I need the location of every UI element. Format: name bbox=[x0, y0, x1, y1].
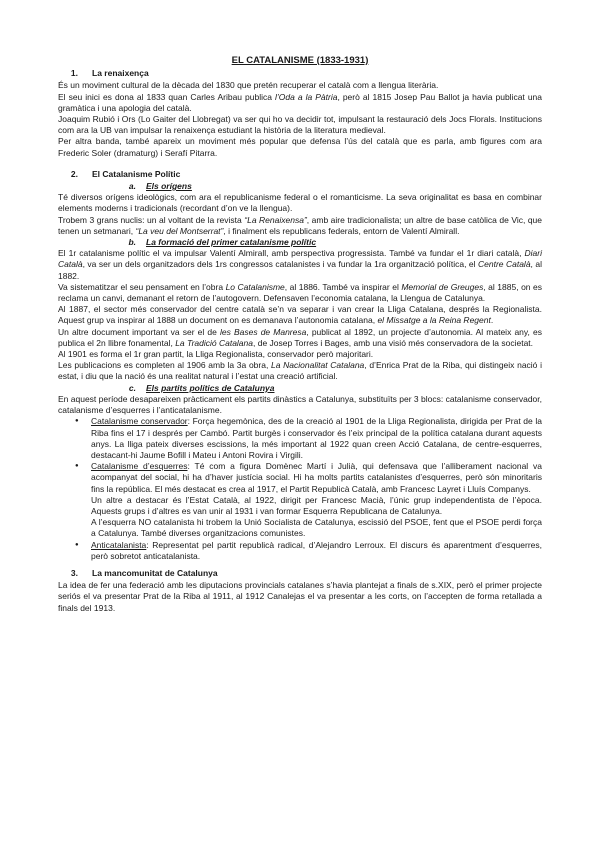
s1-paragraph-2: El seu inici es dona al 1833 quan Carles Aribau publica l’Oda a la Pàtria, però al 1815 Josep Pau Ballot ja havia publicat una gramàtica i una apologia del català. bbox=[58, 91, 542, 113]
subsection-c-title: Els partits polítics de Catalunya bbox=[146, 382, 275, 393]
subsection-a-letter: a. bbox=[128, 181, 136, 192]
party-blocs-list-cont bbox=[58, 540, 542, 562]
section-1-number: 1. bbox=[70, 68, 78, 79]
s2b-paragraph-5: Al 1901 es forma el 1r gran partit, la Lliga Regionalista, conservador però majoritari. bbox=[58, 349, 374, 360]
list-item: ● Catalanisme conservador: Força hegemònica, des de la creació al 1901 de la Lliga Regionalista, dirigida per Prat de la Riba fins el 17 i després per Cambó. Partit burgès i conservador és l’eix principal de la política catalana durant aquests anys. La lliga pateix diverses escissions, la més important al 1922 quan creen Acció Catalana, de centre-esquerres, destacant-hi Jaume Bofill i Mateu i Antoni Rovira i Virgili. bbox=[58, 416, 542, 461]
subsection-c-heading bbox=[58, 383, 542, 394]
subsection-a-title: Els orígens bbox=[146, 181, 192, 192]
s1-paragraph-4: Per altra banda, també apareix un moviment més popular que defensa l’ús del català que es parla, amb figures com ara Frederic Soler (dramaturg) i Serafí Pitarra. bbox=[58, 136, 542, 158]
s2b-paragraph-4: Un altre document important va ser el de les Bases de Manresa, publicat al 1892, un projecte d’autonomia. Al mateix any, es publica el 2n llibre fonamental, La Tradició Catalana, de Josep Torres i Bages, amb una visió més conservadora de la societat. bbox=[58, 326, 542, 348]
list-item: ● Anticatalanista: Representat pel partit republicà radical, d’Alejandro Lerroux. El discurs és aparentment d’esquerres, però sobretot anticatalanista. bbox=[58, 540, 542, 562]
subsection-b-heading bbox=[58, 237, 542, 248]
s3-paragraph-1: La idea de fer una federació amb les diputacions provincials catalanes s’havia plantejat a finals de s.XIX, però el primer projecte seriós el va presentar Prat de la Riba al 1911, al 1912 Canalejas el va presentar a les corts, on l’accepten de forma retallada a finals del 1913. bbox=[58, 580, 542, 613]
subsection-a-heading bbox=[58, 181, 542, 192]
party-blocs-list bbox=[58, 416, 542, 494]
s2c-left-extra-1: Un altre a destacar és l’Estat Català, al 1922, dirigit per Francesc Macià, l’únic grup independentista de l’època. Aquests grups i d’altres es van unir al 1931 i van formar Esquerra Republicana de Catalunya. bbox=[91, 494, 542, 516]
subsection-b-letter: b. bbox=[128, 237, 136, 248]
document-title: EL CATALANISME (1833-1931) bbox=[231, 55, 369, 66]
subsection-b-title: La formació del primer catalanisme polític bbox=[146, 237, 317, 248]
section-2-heading bbox=[58, 169, 542, 180]
section-1-title: La renaixença bbox=[92, 68, 149, 79]
section-1-heading bbox=[58, 68, 542, 79]
s2a-paragraph-1: Té diversos orígens ideològics, com ara el republicanisme federal o el romanticisme. La seva originalitat es basa en combinar elements moderns i tradicionals (recordant d’on ve la llengua). bbox=[58, 192, 542, 214]
s2b-paragraph-6: Les publicacions es completen al 1906 amb la 3a obra, La Nacionalitat Catalana, d’Enrica Prat de la Riba, qui distingeix nació i estat, i diu que la nació és una realitat natural i l’estat una creació artificial. bbox=[58, 360, 542, 382]
section-2-number: 2. bbox=[70, 168, 78, 179]
section-2-title: El Catalanisme Polític bbox=[92, 168, 181, 179]
section-3-heading bbox=[58, 568, 542, 579]
s2b-paragraph-3: Al 1887, el sector més conservador del centre català se’n va separar i van crear la Lliga Catalana, després la Regionalista. Aquest grup va inspirar al 1888 un document on es demanava l’autonomia catalana, el Missatge a la Reina Regent. bbox=[58, 304, 542, 326]
subsection-c-letter: c. bbox=[128, 382, 136, 393]
s2b-paragraph-1: El 1r catalanisme polític el va impulsar Valentí Almirall, amb perspectiva progressista. També va fundar el 1r diari català, Diari Català, va ser un dels organitzadors dels 1rs congressos catalanistes i va fundar la 1ra organització política, el Centre Català, al 1882. bbox=[58, 248, 542, 281]
s2c-intro: En aquest període desapareixen pràcticament els partits dinàstics a Catalunya, substituïts per 3 blocs: catalanisme conservador, catalanisme d’esquerres i l’anticatalanisme. bbox=[58, 393, 542, 416]
s2b-paragraph-2: Va sistematitzar el seu pensament en l’obra Lo Catalanisme, al 1886. També va inspirar el Memorial de Greuges, al 1885, on es reclama un canvi, demanant el retorn de l’autogovern. Defensaven l’economia catalana, la Llengua de Catalunya. bbox=[58, 281, 542, 304]
s1-paragraph-1: És un moviment cultural de la dècada del 1830 que pretén recuperar el català com a llengua literària. bbox=[58, 80, 439, 91]
s2c-left-extra-2: A l’esquerra NO catalanista hi trobem la Unió Socialista de Catalunya, escissió del PSOE, fent que el PSOE perdi força a Catalunya. També diverses organitzacions comunistes. bbox=[91, 517, 542, 539]
list-item: ● Catalanisme d’esquerres: Té com a figura Domènec Martí i Julià, qui defensava que l’alliberament nacional va acompanyat del social, hi ha d’haver justícia social. Hi ha molts partits catalanistes d’esquerres, però són minoritaris fins la república. El més destacat es crea al 1917, el Partit Republicà Català, amb Francesc Layret i Lluís Companys. bbox=[58, 461, 542, 495]
s1-paragraph-3: Joaquim Rubió i Ors (Lo Gaiter del Llobregat) va ser qui ho va decidir tot, impulsant la restauració dels Jocs Florals. Institucions com ara la UB van impulsar la renaixença estudiant la història de la literatura medieval. bbox=[58, 114, 542, 136]
section-3-title: La mancomunitat de Catalunya bbox=[92, 567, 218, 578]
s2a-paragraph-2: Trobem 3 grans nuclis: un al voltant de la revista “La Renaixensa”, amb aire tradicionalista; un altre de base catòlica de Vic, que tenen un setmanari, “La veu del Montserrat”, i finalment els republicans federals, entorn de Valentí Almirall. bbox=[58, 214, 543, 236]
section-3-number: 3. bbox=[70, 567, 78, 578]
